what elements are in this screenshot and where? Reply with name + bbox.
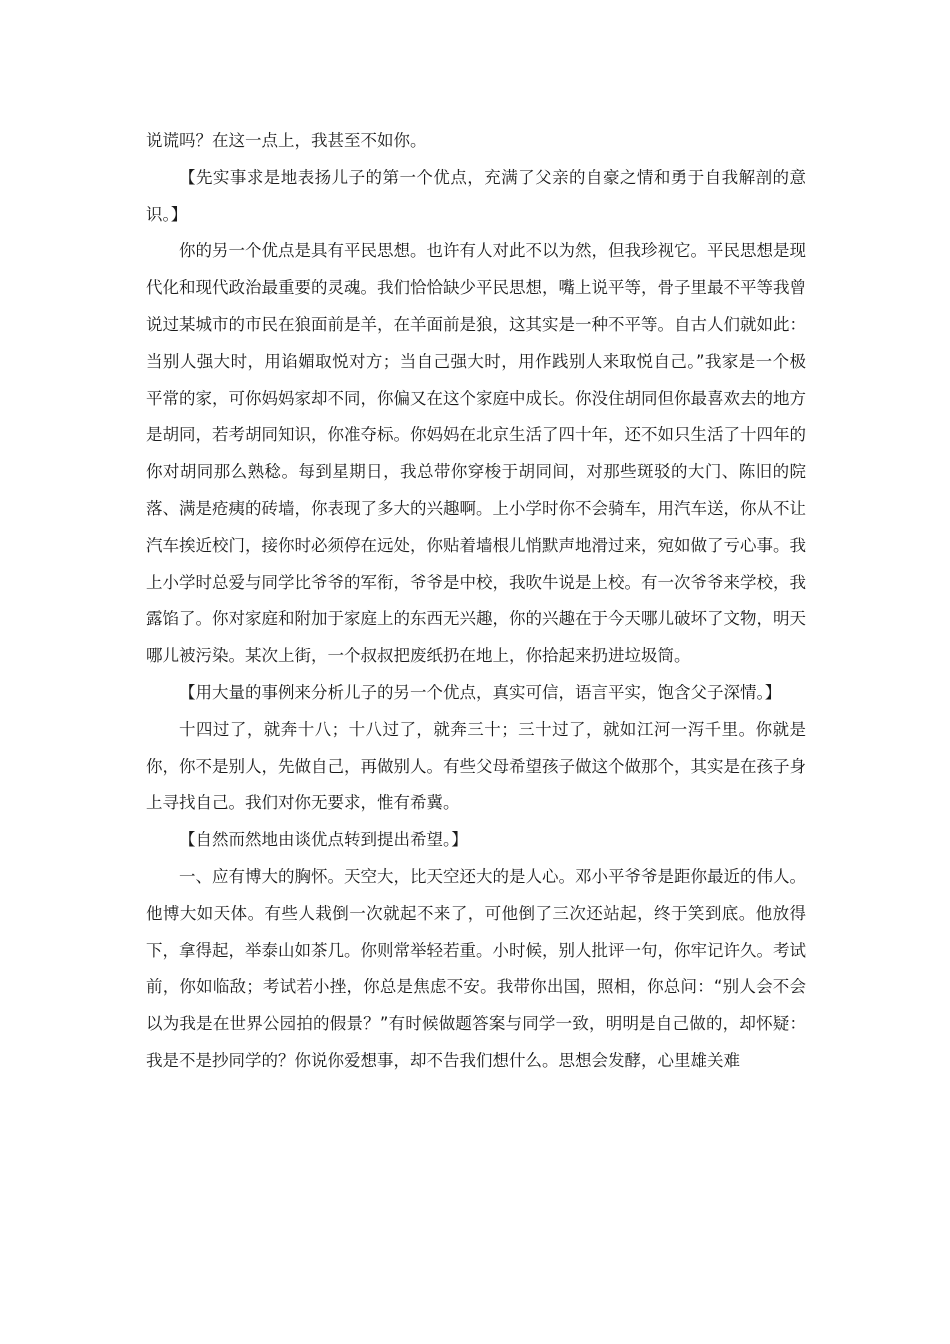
paragraph-continuation: 说谎吗？在这一点上，我甚至不如你。 — [146, 131, 427, 150]
body-paragraph: 一、应有博大的胸怀。天空大，比天空还大的是人心。邓小平爷爷是距你最近的伟人。他博大如天体。有些人栽倒一次就起不来了，可他倒了三次还站起，终于笑到底。他放得下，拿得起，举泰山如茶几。你则常举轻若重。小时候，别人批评一句，你牢记许久。考试前，你如临敌；考试若小挫，你总是焦虑不安。我带你出国，照相，你总问：“别人会不会以为我是在世界公园拍的假景？”有时候做题答案与同学一致，明明是自己做的，却怀疑：我是不是抄同学的？你说你爱想事，却不告我们想什么。思想会发酵，心里雄关难 — [146, 866, 806, 1070]
document-body — [146, 123, 806, 1080]
commentary-paragraph: 【用大量的事例来分析儿子的另一个优点，真实可信，语言平实，饱含父子深情。】 — [179, 682, 782, 702]
body-paragraph: 你的另一个优点是具有平民思想。也许有人对此不以为然，但我珍视它。平民思想是现代化和现代政治最重要的灵魂。我们恰恰缺少平民思想，嘴上说平等，骨子里最不平等我曾说过某城市的市民在狼面前是羊，在羊面前是狼，这其实是一种不平等。自古人们就如此：当别人强大时，用谄媚取悦对方；当自己强大时，用作践别人来取悦自己。”我家是一个极平常的家，可你妈妈家却不同，你偏又在这个家庭中成长。你没住胡同但你最喜欢去的地方是胡同，若考胡同知识，你准夺标。你妈妈在北京生活了四十年，还不如只生活了十四年的你对胡同那么熟稔。每到星期日，我总带你穿梭于胡同间，对那些斑驳的大门、陈旧的院落、满是疮痍的砖墙，你表现了多大的兴趣啊。上小学时你不会骑车，用汽车送，你从不让汽车挨近校门，接你时必须停在远处，你贴着墙根儿悄默声地滑过来，宛如做了亏心事。我上小学时总爱与同学比爷爷的军衔，爷爷是中校，我吹牛说是上校。有一次爷爷来学校，我露馅了。你对家庭和附加于家庭上的东西无兴趣，你的兴趣在于今天哪儿破坏了文物，明天哪儿被污染。某次上街，一个叔叔把废纸扔在地上，你拾起来扔进垃圾筒。 — [146, 241, 806, 666]
body-paragraph: 十四过了，就奔十八；十八过了，就奔三十；三十过了，就如江河一泻千里。你就是你，你不是别人，先做自己，再做别人。有些父母希望孩子做这个做那个，其实是在孩子身上寻找自己。我们对你无要求，惟有希冀。 — [146, 719, 806, 813]
commentary-paragraph: 【先实事求是地表扬儿子的第一个优点，充满了父亲的自豪之情和勇于自我解剖的意识。】 — [146, 167, 806, 224]
commentary-paragraph: 【自然而然地由谈优点转到提出希望。】 — [179, 830, 468, 850]
